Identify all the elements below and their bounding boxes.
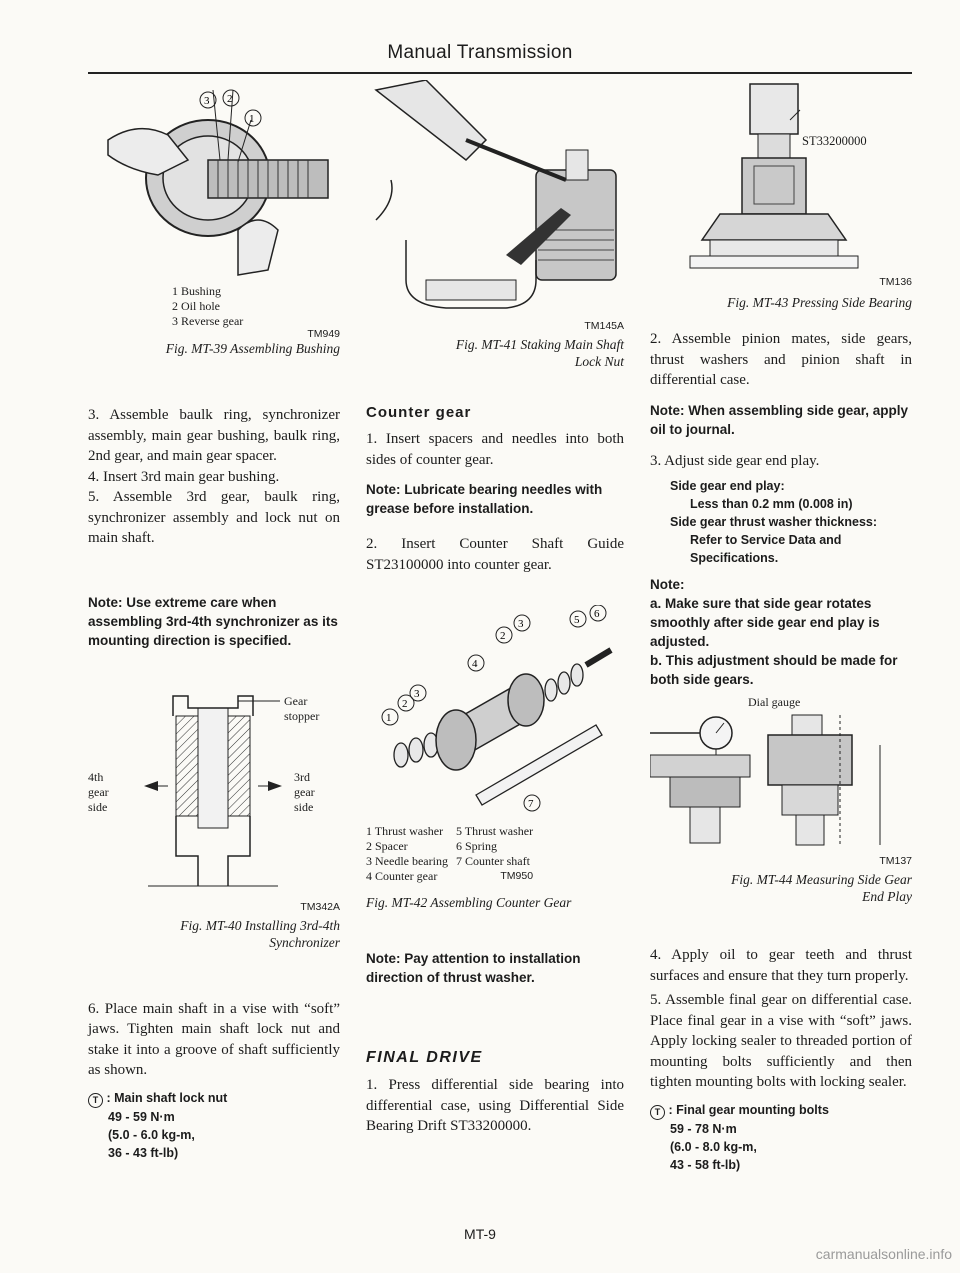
figure-mt-40 <box>88 686 340 901</box>
figure-mt-43 <box>650 80 912 276</box>
legend-item: 3 Needle bearing <box>366 854 448 868</box>
svg-text:2: 2 <box>402 698 408 710</box>
column-3 <box>650 80 912 1174</box>
svg-text:3: 3 <box>414 688 420 700</box>
page-number: MT-9 <box>464 1226 496 1242</box>
final-step-1: 1. Press differential side bearing into differential case, using Differential Side Bearing Drift ST33200000. <box>366 1077 624 1134</box>
step-5: 5. Assemble final gear on differential case. Place final gear in a vise with “soft” jaws. Apply locking sealer to threaded portion of mounting bolts sufficiently and then tighten mounting bolts with locking sealer. <box>650 992 912 1090</box>
step-4: 4. Apply oil to gear teeth and thrust surfaces and ensure that they turn properly. <box>650 947 912 984</box>
svg-text:5: 5 <box>574 614 580 626</box>
label-4th-gear-side: 4th <box>88 769 104 784</box>
step-5: 5. Assemble 3rd gear, baulk ring, synchronizer assembly and lock nut on main shaft. <box>88 489 340 546</box>
svg-text:2: 2 <box>500 630 506 642</box>
fig39-legend <box>172 284 243 329</box>
staking-illustration <box>366 80 624 320</box>
figure-code: TM145A <box>584 320 624 332</box>
figure-mt-44 <box>650 695 912 855</box>
legend-item: 1 Bushing <box>172 284 222 298</box>
figure-caption: Lock Nut <box>574 354 624 369</box>
legend-item: 5 Thrust washer <box>455 824 534 838</box>
figure-caption: Fig. MT-44 Measuring Side Gear <box>731 872 912 887</box>
note-item-a: a. Make sure that side gear rotates smoothly after side gear end play is adjusted. <box>650 596 880 649</box>
step-2: 2. Assemble pinion mates, side gears, thrust washers and pinion shaft in differential case. <box>650 331 912 388</box>
figure-caption: Synchronizer <box>269 934 340 950</box>
figure-code: TM949 <box>307 328 340 340</box>
svg-text:6: 6 <box>594 608 600 620</box>
pressing-side-bearing-illustration <box>650 80 912 276</box>
note-thrust-washer: Note: Pay attention to installation direction of thrust washer. <box>366 951 581 985</box>
svg-text:7: 7 <box>528 798 534 810</box>
legend-item: 7 Counter shaft <box>455 854 530 868</box>
svg-text:2: 2 <box>227 93 233 105</box>
torque-icon: T <box>650 1105 665 1120</box>
torque-final-gear-bolts: T : Final gear mounting bolts 59 - 78 N·m (6.0 - 8.0 kg-m, 43 - 58 ft-lb) <box>650 1101 912 1174</box>
watermark: carmanualsonline.info <box>815 1246 952 1262</box>
counter-gear-exploded-view <box>366 605 624 820</box>
column-1 <box>88 80 340 1162</box>
svg-text:1: 1 <box>249 113 255 125</box>
legend-item: 2 Spacer <box>366 839 408 853</box>
label-gear-stopper: Gear <box>284 693 308 708</box>
figure-code: TM342A <box>300 900 340 913</box>
legend-item: 3 Reverse gear <box>172 314 244 328</box>
svg-text:4: 4 <box>472 658 478 670</box>
figure-caption: Fig. MT-41 Staking Main Shaft <box>455 337 624 352</box>
torque-icon: T <box>88 1093 103 1108</box>
dial-gauge-diagram <box>650 695 912 855</box>
label-4th-gear-side: side <box>88 799 108 814</box>
figure-caption: Fig. MT-39 Assembling Bushing <box>165 341 340 356</box>
note-lubricate: Note: Lubricate bearing needles with grease before installation. <box>366 482 603 516</box>
header-rule <box>88 72 912 74</box>
figure-caption: Fig. MT-42 Assembling Counter Gear <box>366 895 572 910</box>
label-3rd-gear-side: 3rd <box>294 769 310 784</box>
figure-code: TM137 <box>879 855 912 867</box>
legend-item: 6 Spring <box>455 839 497 853</box>
dial-gauge-label: Dial gauge <box>748 695 801 709</box>
figure-code: TM136 <box>879 276 912 288</box>
step-1: 1. Insert spacers and needles into both sides of counter gear. <box>366 431 624 468</box>
figure-caption: End Play <box>862 889 912 904</box>
label-3rd-gear-side: gear <box>294 784 315 799</box>
spec-side-gear: Side gear end play: Less than 0.2 mm (0.008 in) Side gear thrust washer thickness: Refer to Service Data and Specifications. <box>670 479 878 565</box>
note-end-play: Note: a. Make sure that side gear rotates smoothly after side gear end play is adjusted. b. This adjustment should be made for both side gears. <box>650 575 912 689</box>
column-2 <box>366 80 624 1137</box>
legend-item: 1 Thrust washer <box>366 824 444 838</box>
torque-main-shaft-lock-nut: T : Main shaft lock nut 49 - 59 N·m (5.0 - 6.0 kg-m, 36 - 43 ft-lb) <box>88 1089 340 1162</box>
section-heading: Counter gear <box>366 404 472 421</box>
note-side-gear: Note: When assembling side gear, apply oil to journal. <box>650 402 909 437</box>
step-6: 6. Place main shaft in a vise with “soft” jaws. Tighten main shaft lock nut and stake it into a groove of shaft sufficiently as shown. <box>88 1000 340 1078</box>
note-item-b: b. This adjustment should be made for both side gears. <box>650 653 898 687</box>
note-synchronizer: Note: Use extreme care when assembling 3rd-4th synchronizer as its mounting direction is specified. <box>88 594 338 648</box>
svg-text:1: 1 <box>386 712 392 724</box>
step-3: 3. Adjust side gear end play. <box>650 452 820 469</box>
label-gear-stopper: stopper <box>284 708 320 723</box>
svg-text:3: 3 <box>518 618 524 630</box>
figure-code: TM950 <box>500 870 534 882</box>
bushing-illustration <box>88 80 340 280</box>
step-4: 4. Insert 3rd main gear bushing. <box>88 468 280 485</box>
label-3rd-gear-side: side <box>294 799 314 814</box>
figure-mt-42 <box>366 605 624 820</box>
label-4th-gear-side: gear <box>88 784 109 799</box>
step-2: 2. Insert Counter Shaft Guide ST23100000 into counter gear. <box>366 536 624 573</box>
figure-mt-39 <box>88 80 340 340</box>
figure-caption: Fig. MT-40 Installing 3rd-4th <box>180 917 340 933</box>
figure-mt-41 <box>366 80 624 332</box>
tool-label: ST33200000 <box>802 134 867 148</box>
legend-item: 4 Counter gear <box>366 869 438 883</box>
section-heading: FINAL DRIVE <box>366 1049 483 1066</box>
step-3: 3. Assemble baulk ring, synchronizer assembly, main gear bushing, baulk ring, 2nd gear, and main gear spacer. <box>88 407 340 464</box>
fig42-legend <box>366 824 541 884</box>
svg-text:3: 3 <box>204 95 210 107</box>
figure-caption: Fig. MT-43 Pressing Side Bearing <box>727 295 912 310</box>
legend-item: 2 Oil hole <box>172 299 220 313</box>
page-header: Manual Transmission <box>387 42 573 63</box>
